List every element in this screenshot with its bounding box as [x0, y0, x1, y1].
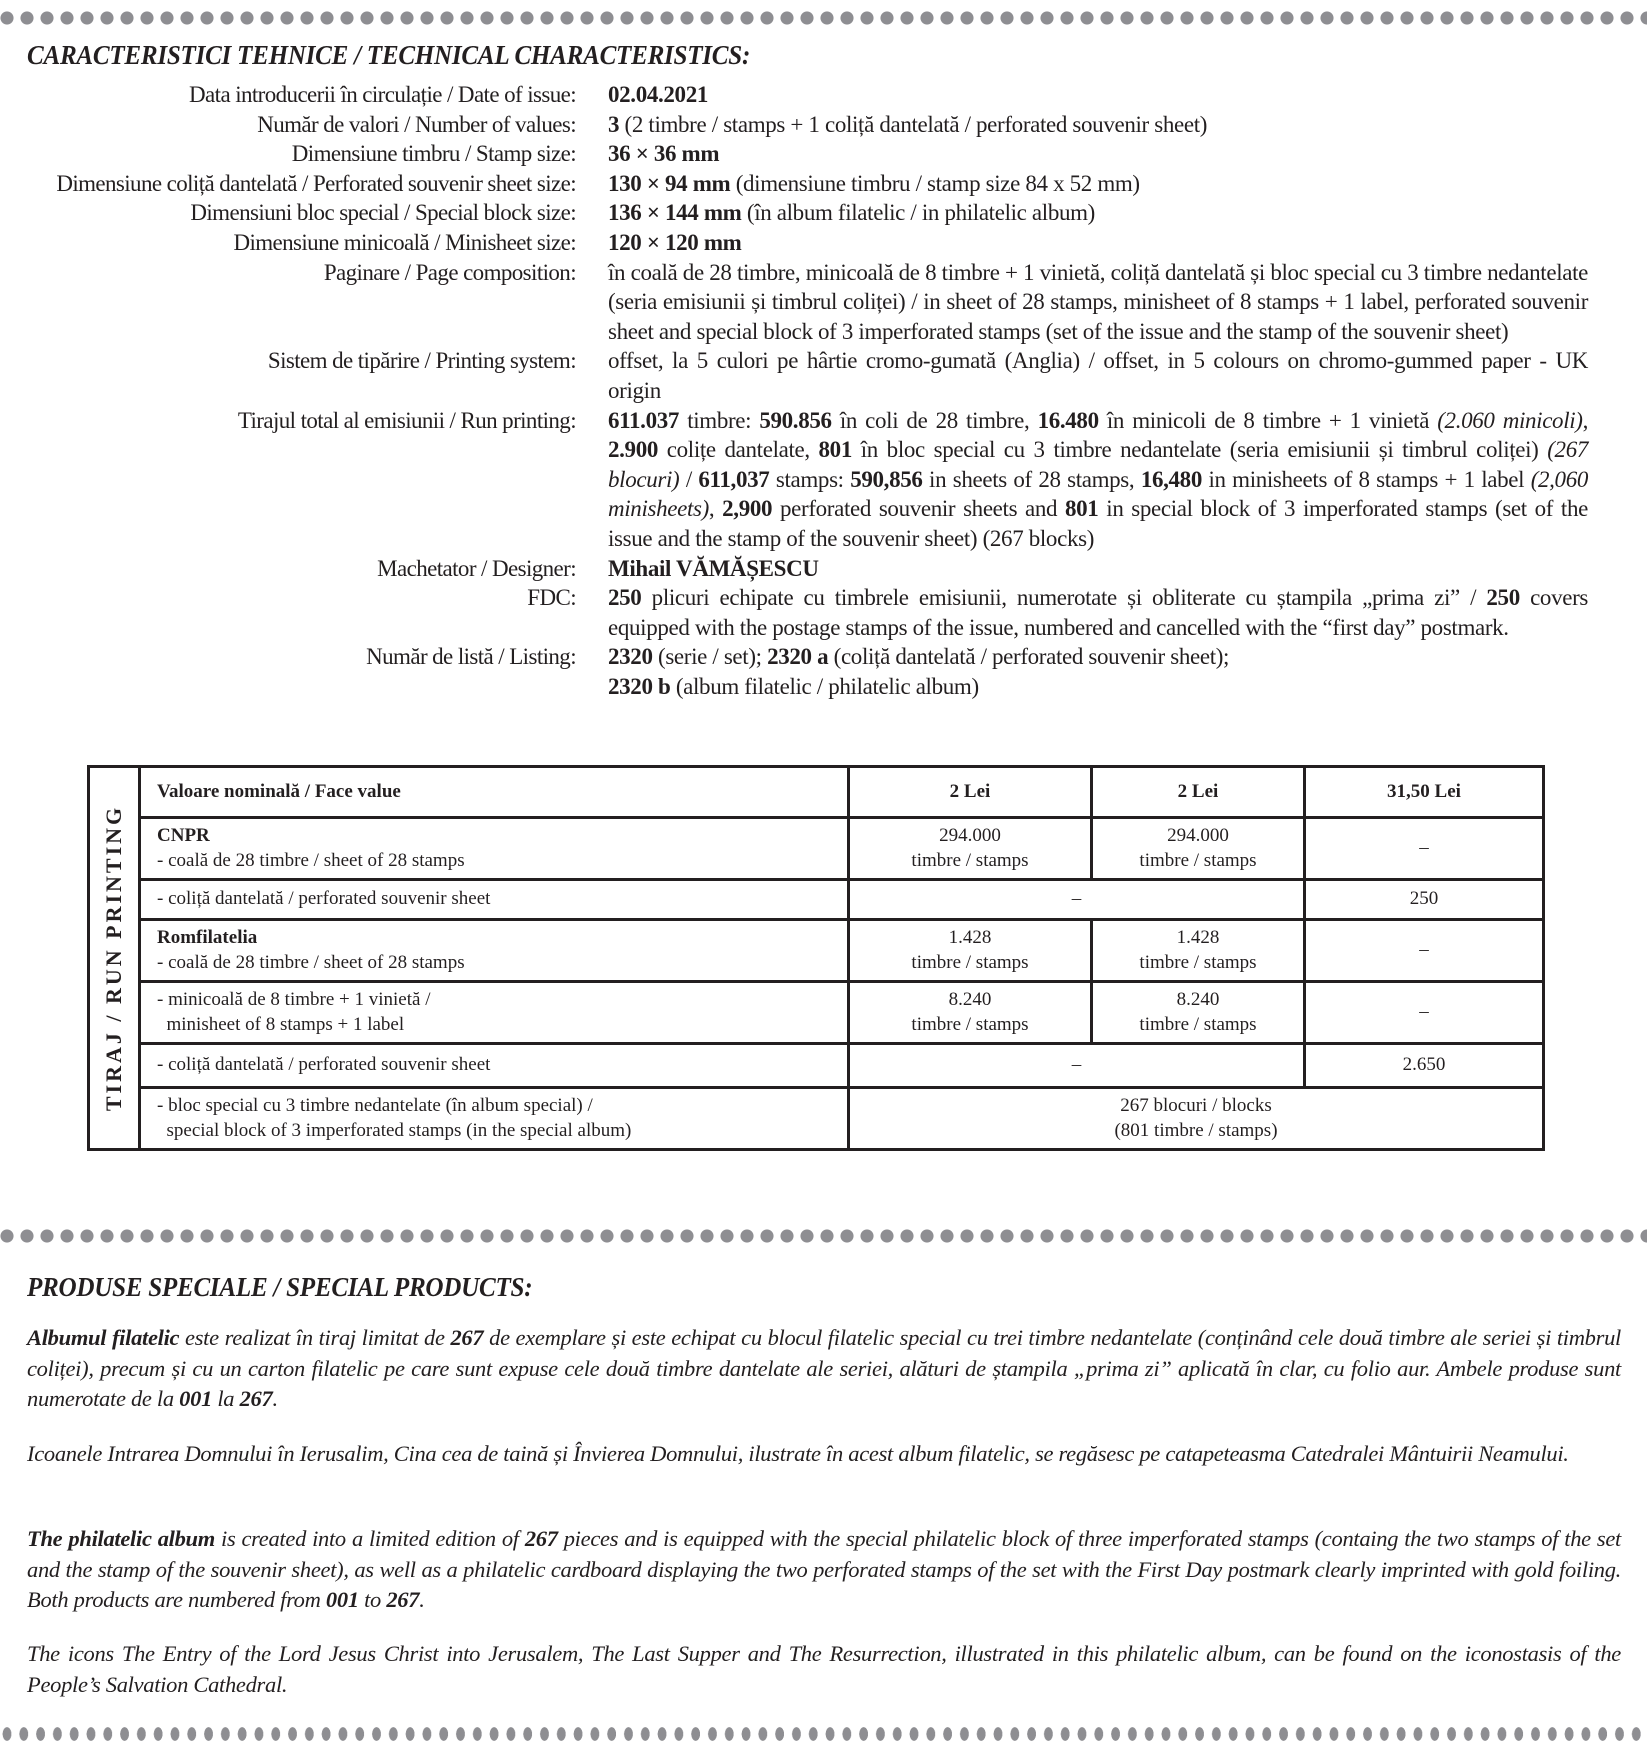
face-value-2: 2 Lei — [1092, 767, 1305, 818]
romfilatelia-block-label — [140, 1088, 849, 1150]
spec-label: Număr de valori / Number of values: — [257, 111, 576, 137]
romfilatelia-sheet-value-2 — [1092, 920, 1305, 982]
spec-value: 136 × 144 mm (în album filatelic / in philatelic album) — [608, 200, 1095, 226]
spec-row — [0, 110, 1647, 140]
table-row — [89, 920, 1544, 982]
cell-number: 294.000 — [939, 825, 1001, 846]
cnpr-sheet-value-2 — [1092, 818, 1305, 880]
perforation-divider-top — [0, 11, 1647, 25]
technical-characteristics-list — [0, 80, 1647, 701]
table-row — [89, 982, 1544, 1044]
spec-label: Dimensiune timbru / Stamp size: — [291, 141, 576, 167]
spec-value: 36 × 36 mm — [608, 141, 720, 167]
face-value-3: 31,50 Lei — [1305, 767, 1544, 818]
cell-unit: timbre / stamps — [1139, 951, 1257, 973]
romfilatelia-minisheet-label — [140, 982, 849, 1044]
special-paragraph-3: The philatelic album is created into a limited edition of 267 pieces and is equipped with the special philatelic block of three imperforated stamps (containg the two stamps of the set and the stamp of the souvenir sheet), as well as a philatelic cardboard displaying the two perforated stamps of the set with the First Day postmark clearly imprinted with gold foiling. Both products are numbered from 001 to 267. — [27, 1526, 1621, 1612]
spec-label: FDC: — [527, 585, 576, 611]
cnpr-souvenir-merged: – — [849, 880, 1305, 920]
spec-label: Dimensiune coliță dantelată / Perforated souvenir sheet size: — [56, 170, 576, 196]
spec-value: 02.04.2021 — [608, 82, 709, 107]
special-paragraph-4: The icons The Entry of the Lord Jesus Christ into Jerusalem, The Last Supper and The Resurrection, illustrated in this philatelic album, can be found on the iconostasis of the People’s Salvation Cathedral. — [27, 1641, 1621, 1697]
spec-label: Paginare / Page composition: — [323, 259, 576, 285]
romfilatelia-minisheet-value-1 — [849, 982, 1092, 1044]
spec-row — [0, 406, 1647, 554]
spec-value: în coală de 28 timbre, minicoală de 8 timbre + 1 vinietă, coliță dantelată și bloc special cu 3 timbre nedantelate (seria emisiunii și timbrul coliței) / in sheet of 28 stamps, minisheet of 8 stamps + 1 label, perforated souvenir sheet and special block of 3 imperforated stamps (set of the issue and the stamp of the souvenir sheet) — [608, 259, 1588, 344]
label-line: minisheet of 8 stamps + 1 label — [157, 1013, 405, 1035]
spec-label: Tirajul total al emisiunii / Run printing: — [237, 407, 576, 433]
cnpr-souvenir-label: - coliță dantelată / perforated souvenir sheet — [140, 880, 849, 920]
spec-label: Dimensiune minicoală / Minisheet size: — [233, 229, 576, 255]
cell-number: 8.240 — [1176, 989, 1220, 1010]
spec-label: Data introducerii în circulație / Date of issue: — [189, 82, 576, 107]
spec-row — [0, 642, 1647, 701]
cell-unit: timbre / stamps — [1139, 1013, 1257, 1035]
cell-unit: timbre / stamps — [911, 1013, 1029, 1035]
spec-row — [0, 198, 1647, 228]
cell-unit: (801 timbre / stamps) — [1114, 1119, 1278, 1141]
romfilatelia-block-value — [849, 1088, 1544, 1150]
label-line: - minicoală de 8 timbre + 1 vinietă / — [157, 989, 431, 1010]
spec-row — [0, 583, 1647, 642]
cnpr-souvenir-value: 250 — [1305, 880, 1544, 920]
spec-value: 611.037 timbre: 590.856 în coli de 28 timbre, 16.480 în minicoli de 8 timbre + 1 vinietă (2.060 minicoli), 2.900 colițe dantelate, 801 în bloc special cu 3 timbre nedantelate (seria emisiunii și timbrul coliței) (267 blocuri) / 611,037 stamps: 590,856 in sheets of 28 stamps, 16,480 in minisheets of 8 stamps + 1 label (2,060 minisheets), 2,900 perforated souvenir sheets and 801 in special block of 3 imperforated stamps (set of the issue and the stamp of the souvenir sheet) (267 blocks) — [608, 407, 1589, 551]
cell-unit: timbre / stamps — [1139, 849, 1257, 871]
perforation-divider-bottom — [0, 1727, 1647, 1741]
romfilatelia-minisheet-value-2 — [1092, 982, 1305, 1044]
run-printing-side-label: TIRAJ / RUN PRINTING — [100, 804, 126, 1112]
cell-number: 294.000 — [1167, 825, 1229, 846]
spec-value: 250 plicuri echipate cu timbrele emisiunii, numerotate și obliterate cu ștampila „prima zi” / 250 covers equipped with the postage stamps of the issue, numbered and cancelled with the “first day” postmark. — [608, 585, 1588, 640]
romfilatelia-sheet-value-1 — [849, 920, 1092, 982]
romfilatelia-souvenir-label: - coliță dantelată / perforated souvenir sheet — [140, 1044, 849, 1088]
cell-number: 267 blocuri / blocks — [1120, 1095, 1272, 1116]
run-printing-side-cell — [89, 767, 140, 1150]
romfilatelia-souvenir-merged: – — [849, 1044, 1305, 1088]
special-paragraph-1: Albumul filatelic este realizat în tiraj limitat de 267 de exemplare și este echipat cu blocul filatelic special cu trei timbre nedantelate (conținând cele două timbre ale seriei și timbrul coliței), precum și cu un carton filatelic pe care sunt expuse cele două timbre dantelate ale seriei, alături de ștampila „prima zi” aplicată în clar, cu folio aur. Ambele produse sunt numerotate de la 001 la 267. — [27, 1325, 1621, 1411]
spec-row — [0, 228, 1647, 258]
spec-value: 3 (2 timbre / stamps + 1 coliță dantelată / perforated souvenir sheet) — [608, 111, 1208, 137]
face-value-label: Valoare nominală / Face value — [140, 767, 849, 818]
spec-row — [0, 169, 1647, 199]
cell-number: 1.428 — [1176, 927, 1220, 948]
cell-number: 1.428 — [948, 927, 992, 948]
cnpr-sheet-value-3: – — [1305, 818, 1544, 880]
spec-row — [0, 139, 1647, 169]
cnpr-sheet-label — [140, 818, 849, 880]
romfilatelia-sheet-value-3: – — [1305, 920, 1544, 982]
run-printing-table — [87, 765, 1545, 1151]
spec-value: offset, la 5 culori pe hârtie cromo-gumată (Anglia) / offset, in 5 colours on chromo-gummed paper - UK origin — [608, 348, 1588, 403]
spec-value: 120 × 120 mm — [608, 229, 742, 255]
table-row — [89, 818, 1544, 880]
spec-row — [0, 258, 1647, 347]
spec-label: Machetator / Designer: — [377, 555, 576, 581]
table-row — [89, 880, 1544, 920]
special-paragraph-2: Icoanele Intrarea Domnului în Ierusalim, Cina cea de taină și Învierea Domnului, ilustrate în acest album filatelic, se regăsesc pe catapeteasma Catedralei Mântuirii Neamului. — [27, 1441, 1569, 1466]
table-row — [89, 1088, 1544, 1150]
perforation-divider-middle — [0, 1229, 1647, 1243]
technical-characteristics-title: CARACTERISTICI TEHNICE / TECHNICAL CHARACTERISTICS: — [27, 40, 751, 70]
table-row — [89, 1044, 1544, 1088]
romfilatelia-group-label: Romfilatelia — [157, 927, 258, 948]
romfilatelia-souvenir-value: 2.650 — [1305, 1044, 1544, 1088]
spec-label: Sistem de tipărire / Printing system: — [267, 348, 576, 374]
cell-unit: timbre / stamps — [911, 951, 1029, 973]
cnpr-sheet-value-1 — [849, 818, 1092, 880]
cell-unit: timbre / stamps — [911, 849, 1029, 871]
romfilatelia-sheet-desc: - coală de 28 timbre / sheet of 28 stamps — [157, 951, 465, 973]
label-line: - bloc special cu 3 timbre nedantelate (în album special) / — [157, 1095, 593, 1116]
cnpr-sheet-desc: - coală de 28 timbre / sheet of 28 stamps — [157, 849, 465, 871]
face-value-1: 2 Lei — [849, 767, 1092, 818]
spec-row — [0, 554, 1647, 584]
romfilatelia-sheet-label — [140, 920, 849, 982]
spec-value: 130 × 94 mm (dimensiune timbru / stamp size 84 x 52 mm) — [608, 170, 1140, 196]
table-header-row — [89, 767, 1544, 818]
cell-number: 8.240 — [948, 989, 992, 1010]
special-products-title: PRODUSE SPECIALE / SPECIAL PRODUCTS: — [27, 1272, 533, 1302]
spec-value: Mihail VĂMĂȘESCU — [608, 555, 819, 581]
spec-label: Dimensiuni bloc special / Special block size: — [190, 200, 576, 226]
label-line: special block of 3 imperforated stamps (in the special album) — [157, 1119, 632, 1141]
cnpr-group-label: CNPR — [157, 825, 210, 846]
spec-row — [0, 80, 1647, 110]
romfilatelia-minisheet-value-3: – — [1305, 982, 1544, 1044]
spec-label: Număr de listă / Listing: — [366, 644, 576, 670]
spec-row — [0, 346, 1647, 405]
spec-value: 2320 (serie / set); 2320 a (coliță dantelată / perforated souvenir sheet); 2320 b (album filatelic / philatelic album) — [608, 644, 1230, 699]
